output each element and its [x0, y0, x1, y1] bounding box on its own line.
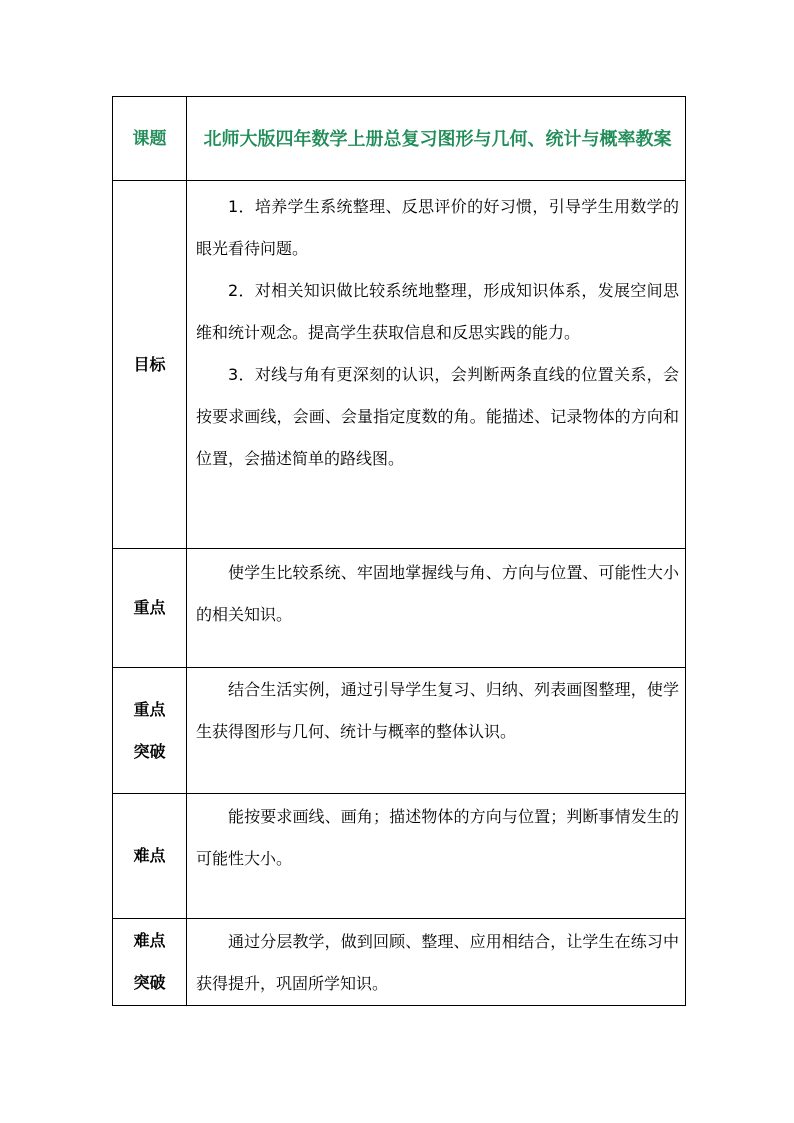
key-point-label: 重点 [113, 549, 187, 668]
key-breakthrough-label-line1: 重点 [133, 699, 166, 719]
goal-content [187, 181, 686, 549]
lesson-title: 北师大版四年数学上册总复习图形与几何、统计与概率教案 [187, 97, 686, 181]
key-point-content [187, 549, 686, 668]
difficulty-breakthrough-label-line1: 难点 [133, 931, 166, 950]
goal-row [113, 181, 686, 549]
lesson-plan-table [112, 96, 686, 1006]
difficulty-breakthrough-label-line2: 突破 [133, 973, 166, 992]
difficulty-breakthrough-text: 通过分层教学，做到回顾、整理、应用相结合，让学生在练习中获得提升，巩固所学知识。 [196, 932, 679, 993]
difficulty-breakthrough-content [187, 919, 686, 1006]
difficulty-content [187, 794, 686, 919]
difficulty-row [113, 794, 686, 919]
difficulty-breakthrough-row [113, 919, 686, 1006]
key-point-row [113, 549, 686, 668]
key-breakthrough-content [187, 668, 686, 794]
key-point-text: 使学生比较系统、牢固地掌握线与角、方向与位置、可能性大小的相关知识。 [196, 563, 679, 624]
difficulty-label: 难点 [113, 794, 187, 919]
difficulty-text: 能按要求画线、画角；描述物体的方向与位置；判断事情发生的可能性大小。 [196, 807, 679, 868]
goal-item: 1．培养学生系统整理、反思评价的好习惯，引导学生用数学的眼光看待问题。 [196, 197, 679, 258]
goal-label: 目标 [113, 181, 187, 549]
goal-item: 2．对相关知识做比较系统地整理，形成知识体系，发展空间思维和统计观念。提高学生获取信息和反思实践的能力。 [196, 281, 679, 342]
key-breakthrough-text: 结合生活实例，通过引导学生复习、归纳、列表画图整理，使学生获得图形与几何、统计与概率的整体认识。 [196, 680, 679, 741]
key-breakthrough-label [113, 668, 187, 794]
title-row [113, 97, 686, 181]
difficulty-breakthrough-label [113, 919, 187, 1006]
key-breakthrough-label-line2: 突破 [133, 741, 166, 761]
title-label: 课题 [113, 97, 187, 181]
key-breakthrough-row [113, 668, 686, 794]
goal-item: 3．对线与角有更深刻的认识，会判断两条直线的位置关系，会按要求画线，会画、会量指定度数的角。能描述、记录物体的方向和位置，会描述简单的路线图。 [196, 365, 679, 468]
